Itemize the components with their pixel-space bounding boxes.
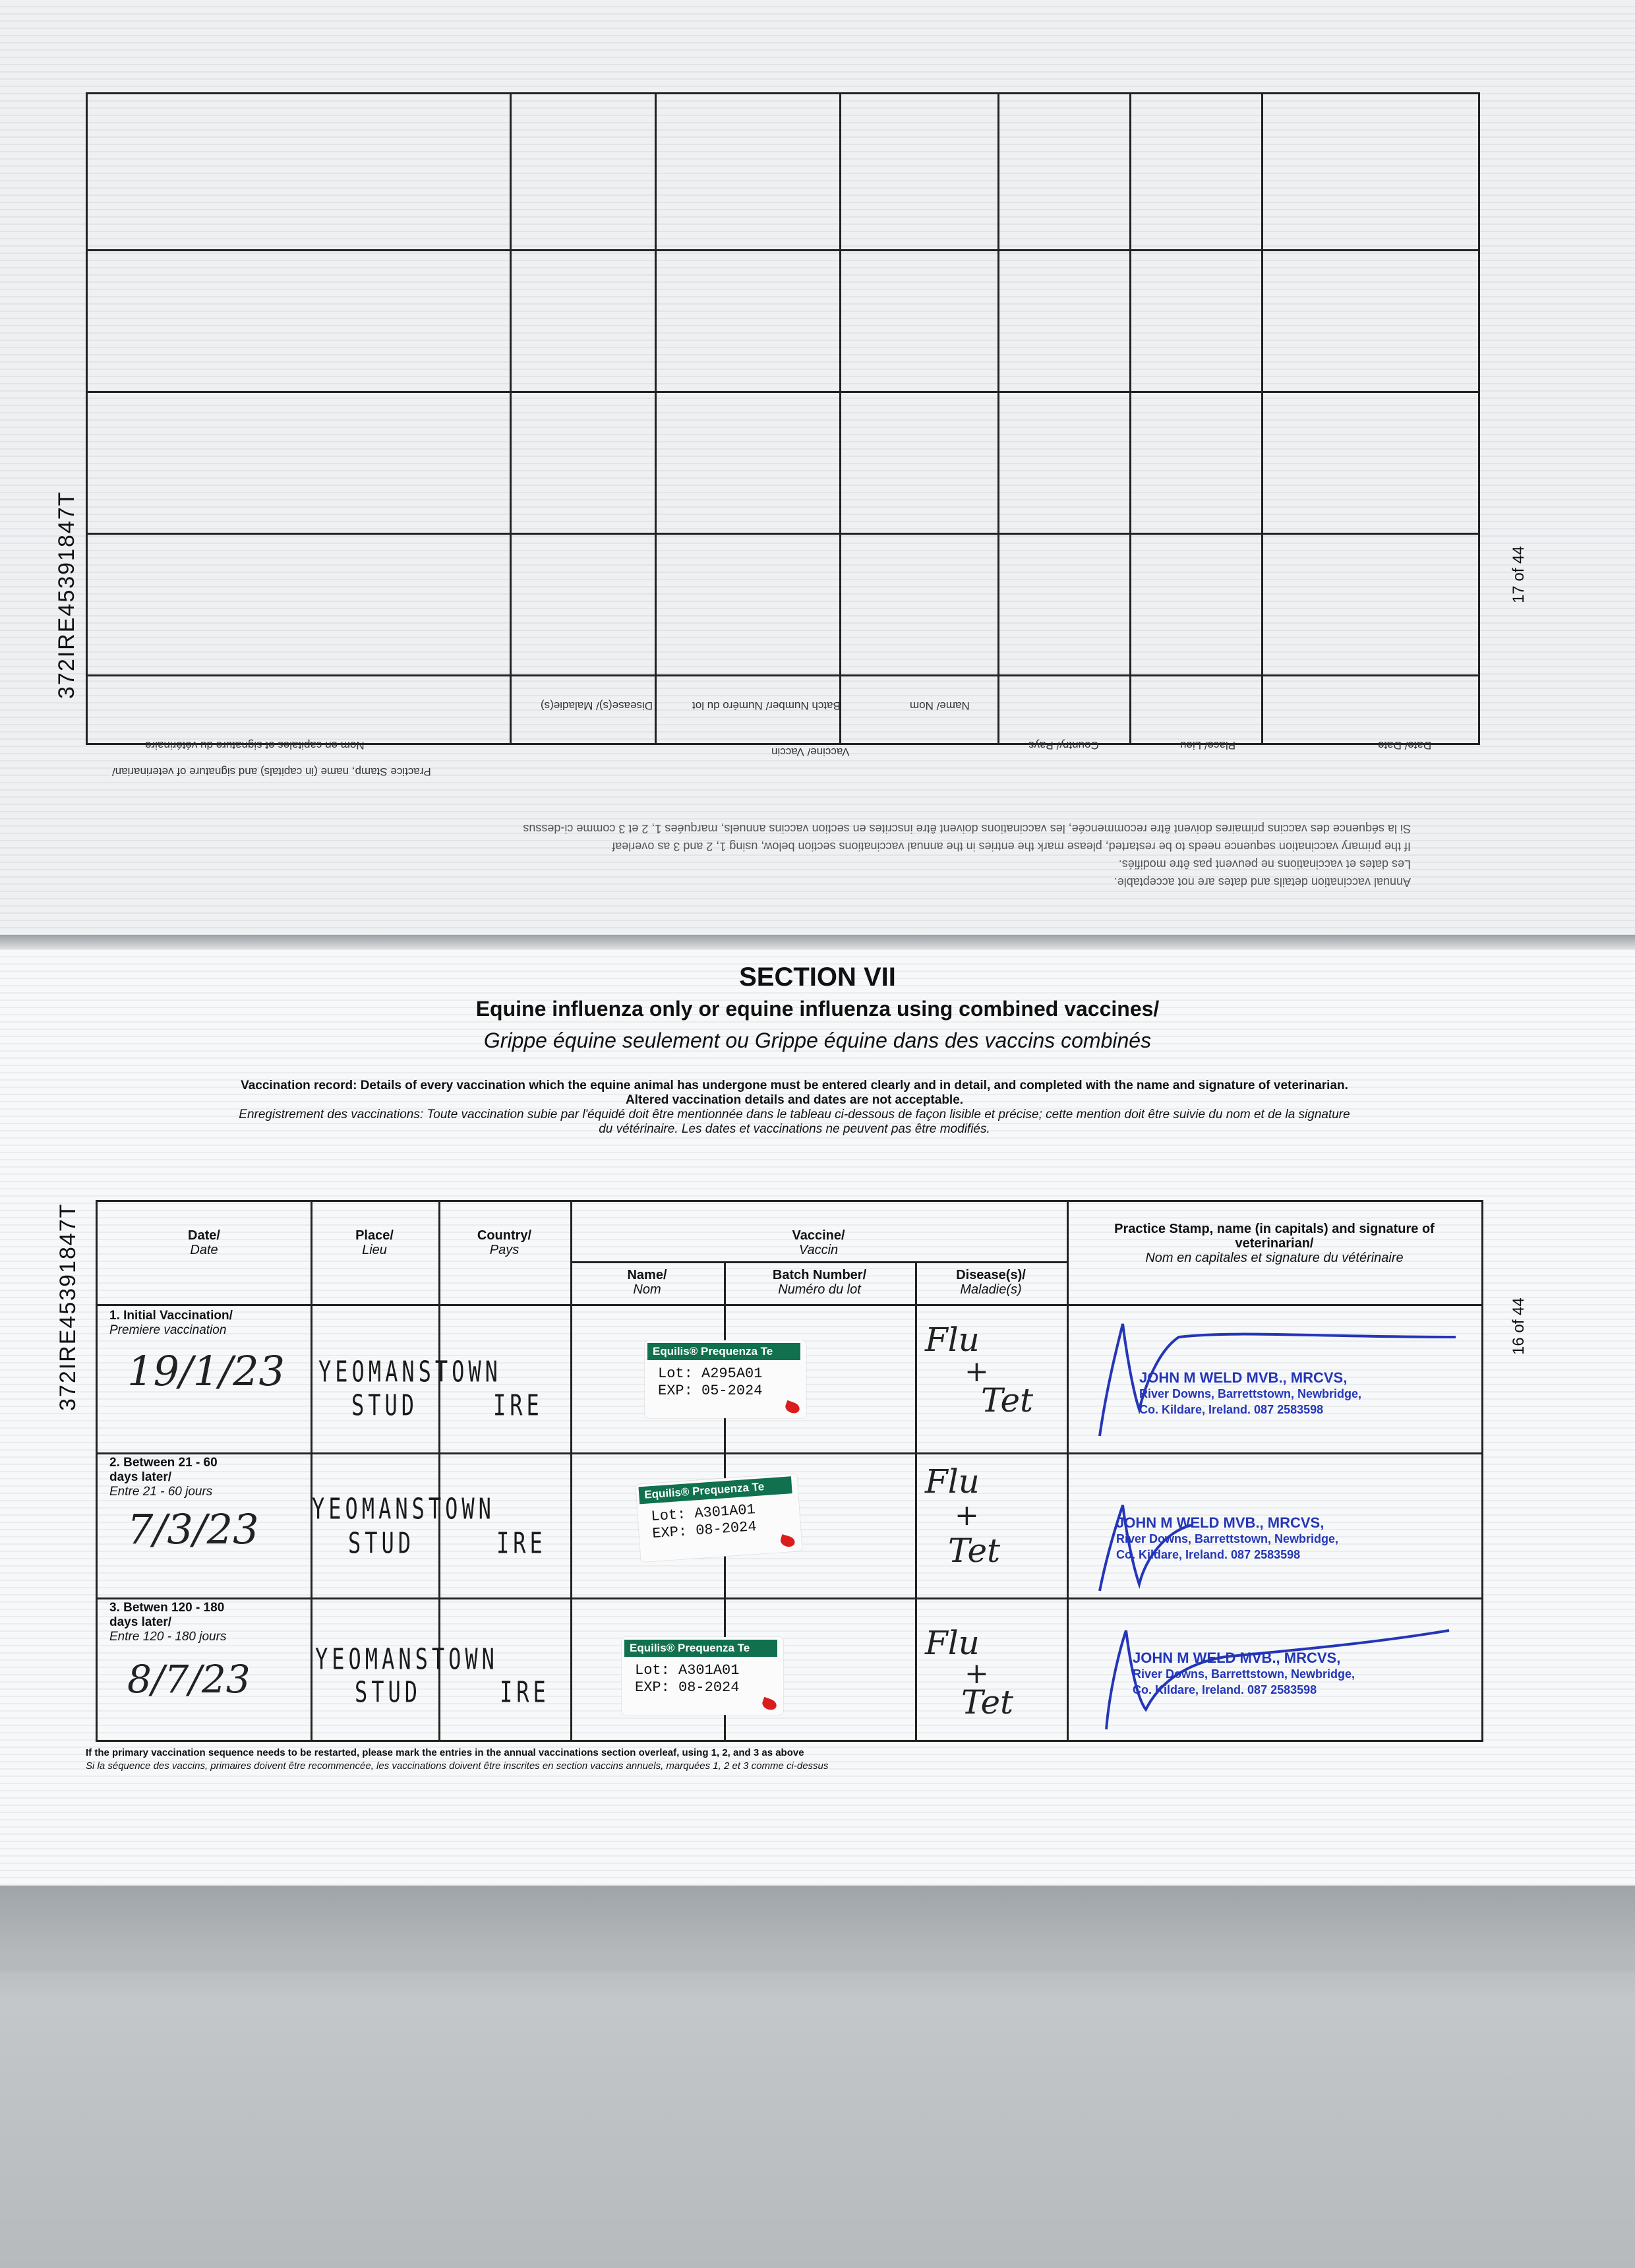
header-place-fr: Lieu xyxy=(362,1243,387,1257)
row-2-disease-2: + xyxy=(955,1499,979,1532)
header-stamp-fr: Nom en capitales et signature du vétérinaire xyxy=(1145,1251,1404,1265)
vet-name: JOHN M WELD MVB., MRCVS, xyxy=(1139,1369,1348,1386)
row-label-fr: Entre 21 - 60 jours xyxy=(109,1485,213,1499)
table-line xyxy=(311,1202,312,1740)
row-3-date: 8/7/23 xyxy=(127,1657,251,1702)
vet-address: River Downs, Barrettstown, Newbridge, xyxy=(1133,1667,1355,1681)
vaccine-brand: Equilis® Prequenza Te xyxy=(638,1476,792,1504)
header-country xyxy=(438,1228,570,1257)
page-number-lower: 16 of 44 xyxy=(1510,1298,1528,1355)
expiry: EXP: 08-2024 xyxy=(651,1518,758,1543)
vaccine-brand: Equilis® Prequenza Te xyxy=(647,1343,800,1360)
record-instruction-fr-2: du vétérinaire. Les dates et vaccinations ne peuvent pas être modifiés. xyxy=(599,1122,990,1136)
grid-line xyxy=(1261,94,1263,743)
upper-header-place: Place/ Lieu xyxy=(1180,739,1236,752)
row-label-en-2: days later/ xyxy=(109,1615,171,1629)
grid-line xyxy=(510,94,512,743)
header-stamp xyxy=(1073,1222,1475,1265)
table-line xyxy=(572,1261,1067,1263)
row-label-en: 2. Between 21 - 60 xyxy=(109,1456,218,1470)
section-heading-en: Equine influenza only or equine influenza using combined vaccines/ xyxy=(475,997,1160,1021)
grid-line xyxy=(655,94,657,743)
row-3-signature xyxy=(1080,1604,1475,1736)
row-2-place-1: YEOMANSTOWN xyxy=(312,1492,495,1526)
row-3-label xyxy=(109,1601,226,1644)
grid-line xyxy=(839,94,841,743)
vet-address: Co. Kildare, Ireland. 087 2583598 xyxy=(1133,1683,1317,1696)
header-country-fr: Pays xyxy=(489,1243,520,1257)
scanner-edge xyxy=(0,1952,1635,1971)
header-country-en: Country/ xyxy=(477,1228,532,1243)
upper-header-name: Name/ Nom xyxy=(910,700,970,712)
row-2-disease-3: Tet xyxy=(948,1532,1001,1570)
row-3-disease-1: Flu xyxy=(925,1624,980,1662)
vet-name: JOHN M WELD MVB., MRCVS, xyxy=(1116,1514,1324,1531)
upper-header-stamp-fr: Nom en capitales et signature du vétérinaire xyxy=(145,739,365,752)
drop-icon xyxy=(784,1400,801,1416)
header-date xyxy=(98,1228,311,1257)
upper-instruction-line: Les dates et vaccinations ne peuvent pas être modifiés. xyxy=(1118,858,1411,871)
expiry: EXP: 05-2024 xyxy=(658,1383,763,1399)
upper-header-batch: Batch Number/ Numéro du lot xyxy=(692,700,841,712)
expiry: EXP: 08-2024 xyxy=(635,1679,740,1696)
upper-page xyxy=(0,0,1635,943)
lot-number: Lot: A301A01 xyxy=(650,1501,756,1526)
row-2-place-2: STUD xyxy=(348,1526,415,1561)
vaccination-table xyxy=(96,1200,1483,1742)
header-vaccine-en: Vaccine/ xyxy=(792,1228,845,1243)
vaccine-brand: Equilis® Prequenza Te xyxy=(624,1640,777,1657)
row-3-disease-2: + xyxy=(965,1657,989,1690)
upper-header-date: Date/ Date xyxy=(1378,739,1432,752)
row-label-fr: Premiere vaccination xyxy=(109,1323,227,1337)
record-instruction-en: Vaccination record: Details of every vaccination which the equine animal has undergone must be entered clearly and in detail, and completed with the name and signature of veterinarian. xyxy=(241,1079,1348,1092)
header-name xyxy=(570,1268,724,1297)
row-1-disease-3: Tet xyxy=(981,1381,1034,1419)
row-2-vaccine-sticker xyxy=(636,1474,802,1563)
table-line xyxy=(915,1261,917,1740)
grid-line xyxy=(88,533,1478,535)
lot-number: Lot: A295A01 xyxy=(658,1365,763,1382)
vaccine-lot xyxy=(658,1365,762,1400)
lot-number: Lot: A301A01 xyxy=(635,1662,740,1679)
row-label-fr: Entre 120 - 180 jours xyxy=(109,1630,227,1644)
vet-address: Co. Kildare, Ireland. 087 2583598 xyxy=(1116,1548,1301,1561)
header-place xyxy=(311,1228,438,1257)
row-1-disease-1: Flu xyxy=(925,1321,980,1359)
row-1-date: 19/1/23 xyxy=(127,1347,285,1395)
vet-address: River Downs, Barrettstown, Newbridge, xyxy=(1139,1387,1362,1400)
row-2-country: IRE xyxy=(496,1526,547,1561)
upper-instruction-line: Si la séquence des vaccins primaires doivent être recommencée, les vaccinations doivent être inscrites en section vaccins annuels, marquées 1, 2 et 3 comme ci-dessus xyxy=(523,822,1411,835)
header-disease-en: Disease(s)/ xyxy=(956,1268,1026,1282)
vaccine-lot xyxy=(635,1662,739,1696)
passport-id-lower: 372IRE4539184​7T xyxy=(55,1203,80,1411)
record-instruction-en-2: Altered vaccination details and dates are not acceptable. xyxy=(625,1093,964,1107)
grid-line xyxy=(997,94,999,743)
header-disease-fr: Maladie(s) xyxy=(960,1282,1022,1297)
row-3-place-2: STUD xyxy=(355,1675,422,1710)
row-label-en: 1. Initial Vaccination/ xyxy=(109,1309,233,1323)
row-3-country: IRE xyxy=(500,1675,550,1710)
footnote-fr: Si la séquence des vaccins, primaires doivent être recommencée, les vaccinations doivent être inscrites en section vaccins annuels, marquées 1, 2 et 3 comme ci-dessus xyxy=(86,1760,829,1772)
row-2-date: 7/3/23 xyxy=(127,1505,259,1553)
row-3-vaccine-sticker xyxy=(622,1637,783,1715)
upper-table-header xyxy=(86,672,1480,785)
vet-address: Co. Kildare, Ireland. 087 2583598 xyxy=(1139,1403,1324,1416)
row-1-country: IRE xyxy=(493,1388,543,1423)
record-instruction-fr: Enregistrement des vaccinations: Toute vaccination subie par l'équidé doit être mentionnée dans le tableau ci-dessous de façon lisible et précise; cette mention doit être suivie du nom et de la signature xyxy=(239,1108,1350,1121)
row-1-signature xyxy=(1086,1311,1469,1449)
table-line xyxy=(98,1452,1482,1454)
header-date-fr: Date xyxy=(190,1243,218,1257)
header-name-fr: Nom xyxy=(633,1282,661,1297)
row-label-en: 3. Betwen 120 - 180 xyxy=(109,1601,225,1615)
row-2-label xyxy=(109,1456,218,1499)
header-vaccine-fr: Vaccin xyxy=(798,1243,839,1257)
upper-header-vaccine: Vaccine/ Vaccin xyxy=(771,746,850,758)
vaccination-record-instructions xyxy=(99,1079,1490,1137)
section-heading-fr: Grippe équine seulement ou Grippe équine dans des vaccins combinés xyxy=(483,1029,1152,1052)
header-disease xyxy=(915,1268,1067,1297)
header-vaccine xyxy=(570,1228,1067,1257)
section-title: SECTION VII xyxy=(739,963,896,992)
passport-id-upper: 372IRE4539184​7T xyxy=(54,491,79,699)
row-2-signature xyxy=(1080,1492,1278,1597)
upper-instruction-line: Annual vaccination details and dates are not acceptable. xyxy=(1114,876,1411,889)
vet-name: JOHN M WELD MVB., MRCVS, xyxy=(1133,1650,1341,1666)
page-number-upper: 17 of 44 xyxy=(1510,546,1528,603)
row-1-place-1: YEOMANSTOWN xyxy=(318,1355,502,1389)
grid-line xyxy=(88,249,1478,251)
row-1-place-2: STUD xyxy=(351,1388,419,1423)
upper-header-disease: Disease(s)/ Maladie(s) xyxy=(541,700,653,712)
upper-instructions xyxy=(224,818,1411,893)
row-3-disease-3: Tet xyxy=(961,1683,1014,1721)
grid-line xyxy=(88,391,1478,393)
vet-address: River Downs, Barrettstown, Newbridge, xyxy=(1116,1532,1339,1545)
row-label-en-2: days later/ xyxy=(109,1470,171,1484)
grid-line xyxy=(1129,94,1131,743)
row-1-label xyxy=(109,1309,233,1338)
upper-instruction-line: If the primary vaccination sequence needs to be restarted, please mark the entries in the annual vaccinations section below, using 1, 2 and 3 as overleaf xyxy=(612,840,1411,853)
upper-vaccination-grid xyxy=(86,92,1480,745)
table-line xyxy=(98,1304,1482,1306)
header-place-en: Place/ xyxy=(355,1228,394,1243)
header-batch-fr: Numéro du lot xyxy=(778,1282,861,1297)
table-line xyxy=(1067,1202,1069,1740)
upper-header-stamp: Practice Stamp, name (in capitals) and signature of veterinarian/ xyxy=(112,765,431,778)
vaccine-lot xyxy=(651,1501,758,1543)
footnote-en: If the primary vaccination sequence needs to be restarted, please mark the entries in the annual vaccinations section overleaf, using 1, 2, and 3 as above xyxy=(86,1747,804,1758)
table-line xyxy=(98,1597,1482,1599)
header-stamp-en: Practice Stamp, name (in capitals) and signature of veterinarian/ xyxy=(1114,1222,1435,1251)
upper-header-country: Country/ Pays xyxy=(1028,739,1099,752)
row-2-disease-1: Flu xyxy=(925,1462,980,1501)
row-1-disease-2: + xyxy=(965,1355,989,1388)
drop-icon xyxy=(779,1534,796,1548)
header-batch-en: Batch Number/ xyxy=(772,1268,867,1282)
drop-icon xyxy=(761,1697,778,1712)
scanner-background xyxy=(0,1886,1635,2268)
row-3-place-1: YEOMANSTOWN xyxy=(315,1642,498,1677)
header-date-en: Date/ xyxy=(188,1228,220,1243)
header-batch xyxy=(724,1268,915,1297)
header-name-en: Name/ xyxy=(627,1268,667,1282)
row-1-vaccine-sticker xyxy=(645,1340,806,1418)
